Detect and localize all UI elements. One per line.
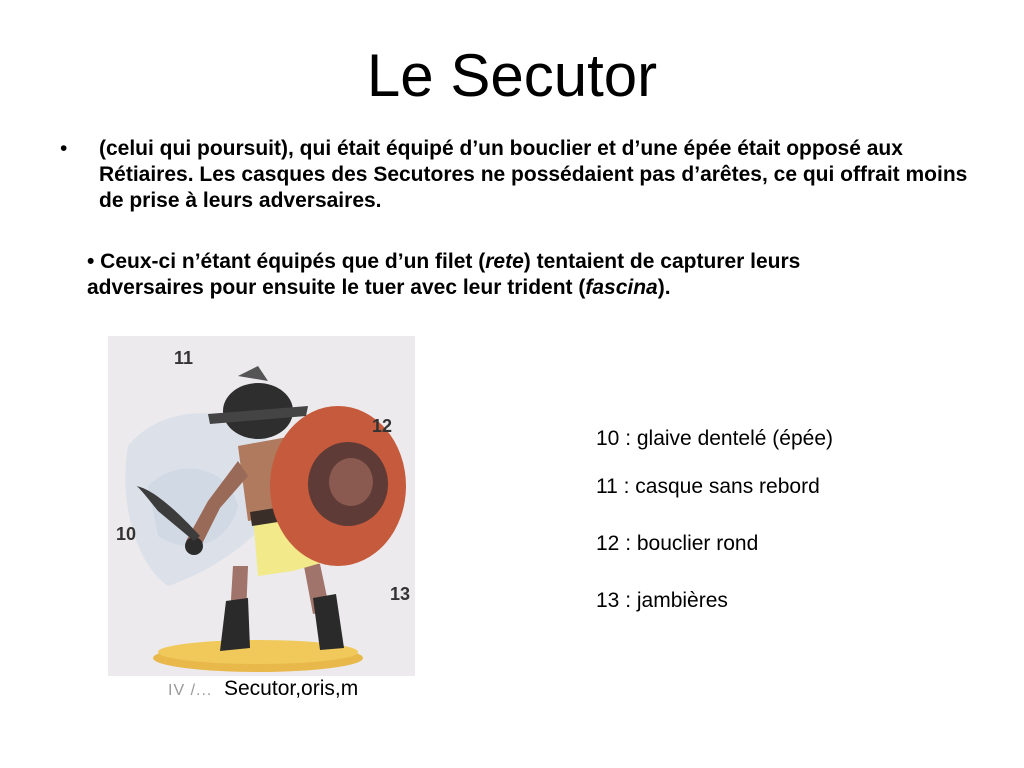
term-fascina: fascina xyxy=(585,276,658,299)
secutor-illustration xyxy=(108,336,415,676)
bullet-2-text-a: • Ceux-ci n’étant équipés que d’un filet ( xyxy=(87,250,486,273)
caption-prefix: IV /... xyxy=(168,682,213,699)
bullet-marker: • xyxy=(60,137,68,160)
legend-item-12: 12 : bouclier rond xyxy=(596,532,759,555)
figure-number-13: 13 xyxy=(390,584,411,604)
legend-item-10: 10 : glaive dentelé (épée) xyxy=(596,427,833,450)
slide-title: Le Secutor xyxy=(366,42,658,109)
legend-item-11: 11 : casque sans rebord xyxy=(596,475,820,498)
bullet-paragraph-1 xyxy=(60,136,980,214)
term-rete: rete xyxy=(485,250,524,273)
figure-number-12: 12 xyxy=(372,416,393,436)
figure-number-10: 10 xyxy=(116,524,137,544)
legend-item-13: 13 : jambières xyxy=(596,589,728,612)
bullet-paragraph-2 xyxy=(87,249,917,301)
bullet-2-text-b: ) tentaient de capturer leurs adversaires pour ensuite le tuer avec leur trident ( xyxy=(87,250,801,299)
figure-caption: Secutor,oris,m xyxy=(224,677,359,700)
gladiator-figure-drawing xyxy=(108,336,415,676)
figure-number-11: 11 xyxy=(174,348,194,368)
bullet-2-text-c: ). xyxy=(657,276,671,299)
bullet-1-text: (celui qui poursuit), qui était équipé d’un bouclier et d’une épée était opposé aux Rétiaires. Les casques des Secutores ne possédaient pas d’arêtes, ce qui offrait moins de prise à leurs adversaires. xyxy=(99,137,968,212)
